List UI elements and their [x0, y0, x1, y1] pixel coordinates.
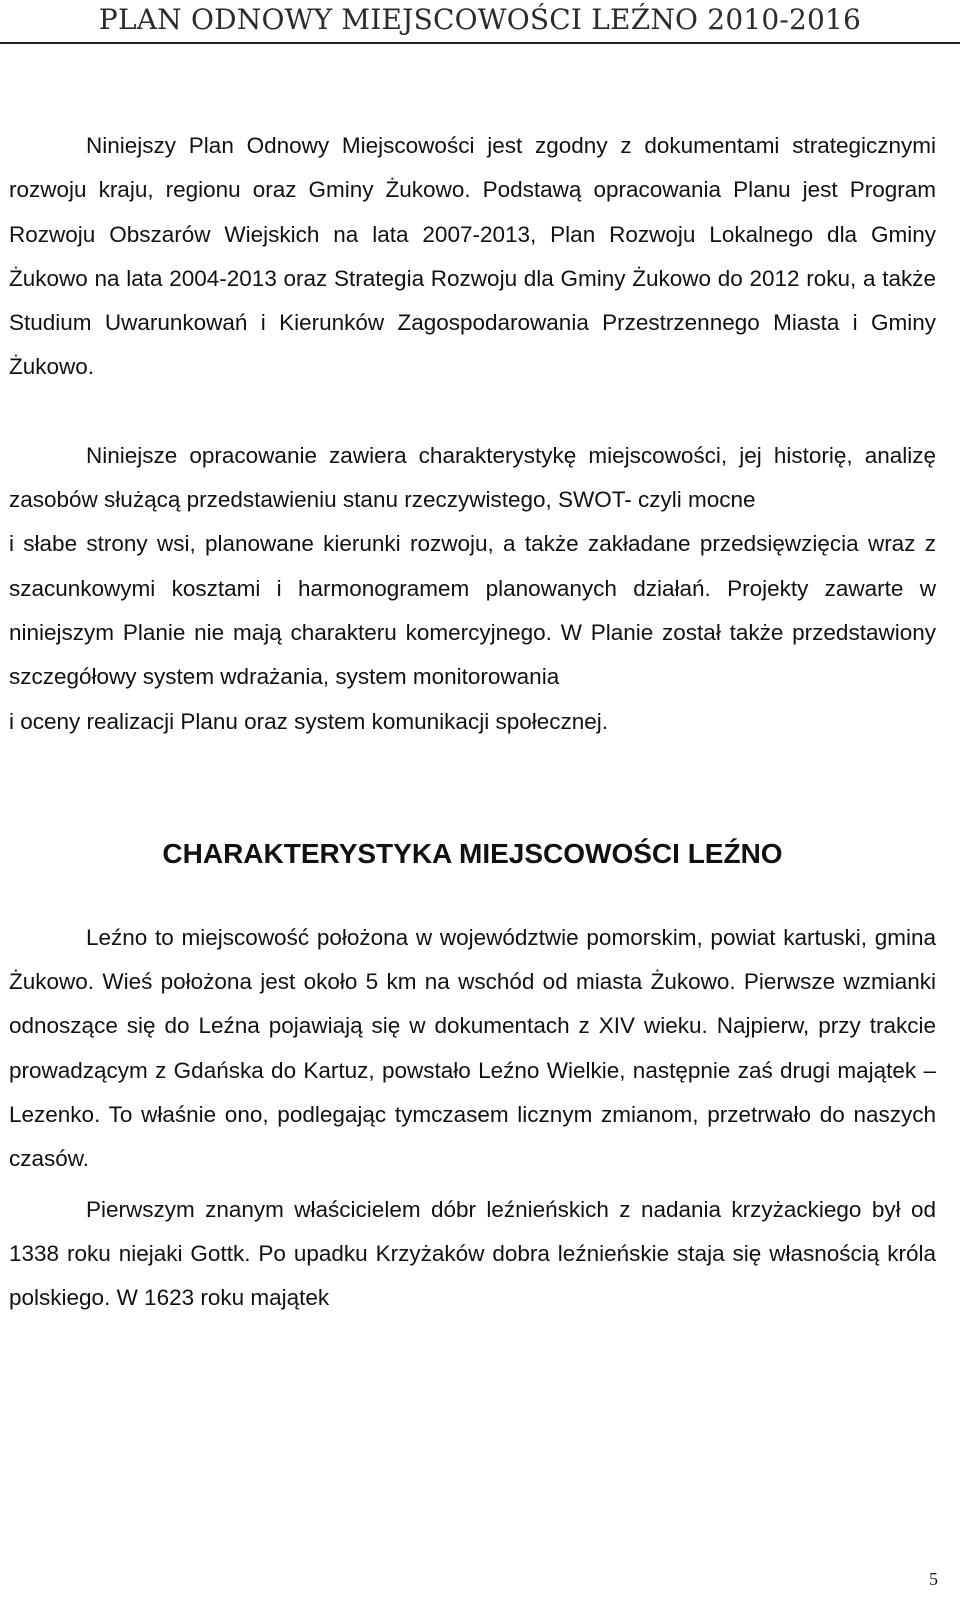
header-divider	[0, 42, 960, 44]
page-header-title: PLAN ODNOWY MIEJSCOWOŚCI LEŹNO 2010-2016	[98, 3, 862, 36]
section-heading: CHARAKTERYSTYKA MIEJSCOWOŚCI LEŹNO	[162, 837, 783, 869]
paragraph-study-contents-end: i oceny realizacji Planu oraz system komunikacji społecznej.	[9, 708, 609, 734]
paragraph-village-history: Pierwszym znanym właścicielem dóbr leźnieńskich z nadania krzyżackiego był od 1338 roku niejaki Gottk. Po upadku Krzyżaków dobra leźnieńskie staja się własnością króla polskiego. W 1623 roku majątek	[9, 1196, 936, 1311]
paragraph-study-contents-continued: i słabe strony wsi, planowane kierunki rozwoju, a także zakładane przedsięwzięcia wraz z szacunkowymi kosztami i harmonogramem planowanych działań. Projekty zawarte w niniejszym Planie nie mają charakteru komercyjnego. W Planie został także przedstawiony szczegółowy system wdrażania, system monitorowania	[9, 531, 936, 690]
document-body	[9, 124, 936, 1321]
paragraph-plan-compliance: Niniejszy Plan Odnowy Miejscowości jest zgodny z dokumentami strategicznymi rozwoju kraju, regionu oraz Gminy Żukowo. Podstawą opracowania Planu jest Program Rozwoju Obszarów Wiejskich na lata 2007-2013, Plan Rozwoju Lokalnego dla Gminy Żukowo na lata 2004-2013 oraz Strategia Rozwoju dla Gminy Żukowo do 2012 roku, a także Studium Uwarunkowań i Kierunków Zagospodarowania Przestrzennego Miasta i Gminy Żukowo.	[9, 133, 936, 380]
paragraph-study-contents: Niniejsze opracowanie zawiera charakterystykę miejscowości, jej historię, analizę zasobów służącą przedstawieniu stanu rzeczywistego, SWOT- czyli mocne	[9, 442, 936, 513]
page-number: 5	[929, 1569, 938, 1589]
paragraph-village-description: Leźno to miejscowość położona w województwie pomorskim, powiat kartuski, gmina Żukowo. Wieś położona jest około 5 km na wschód od miasta Żukowo. Pierwsze wzmianki odnoszące się do Leźna pojawiają się w dokumentach z XIV wieku. Najpierw, przy trakcie prowadzącym z Gdańska do Kartuz, powstało Leźno Wielkie, następnie zaś drugi majątek – Lezenko. To właśnie ono, podlegając tymczasem licznym zmianom, przetrwało do naszych czasów.	[9, 924, 936, 1172]
